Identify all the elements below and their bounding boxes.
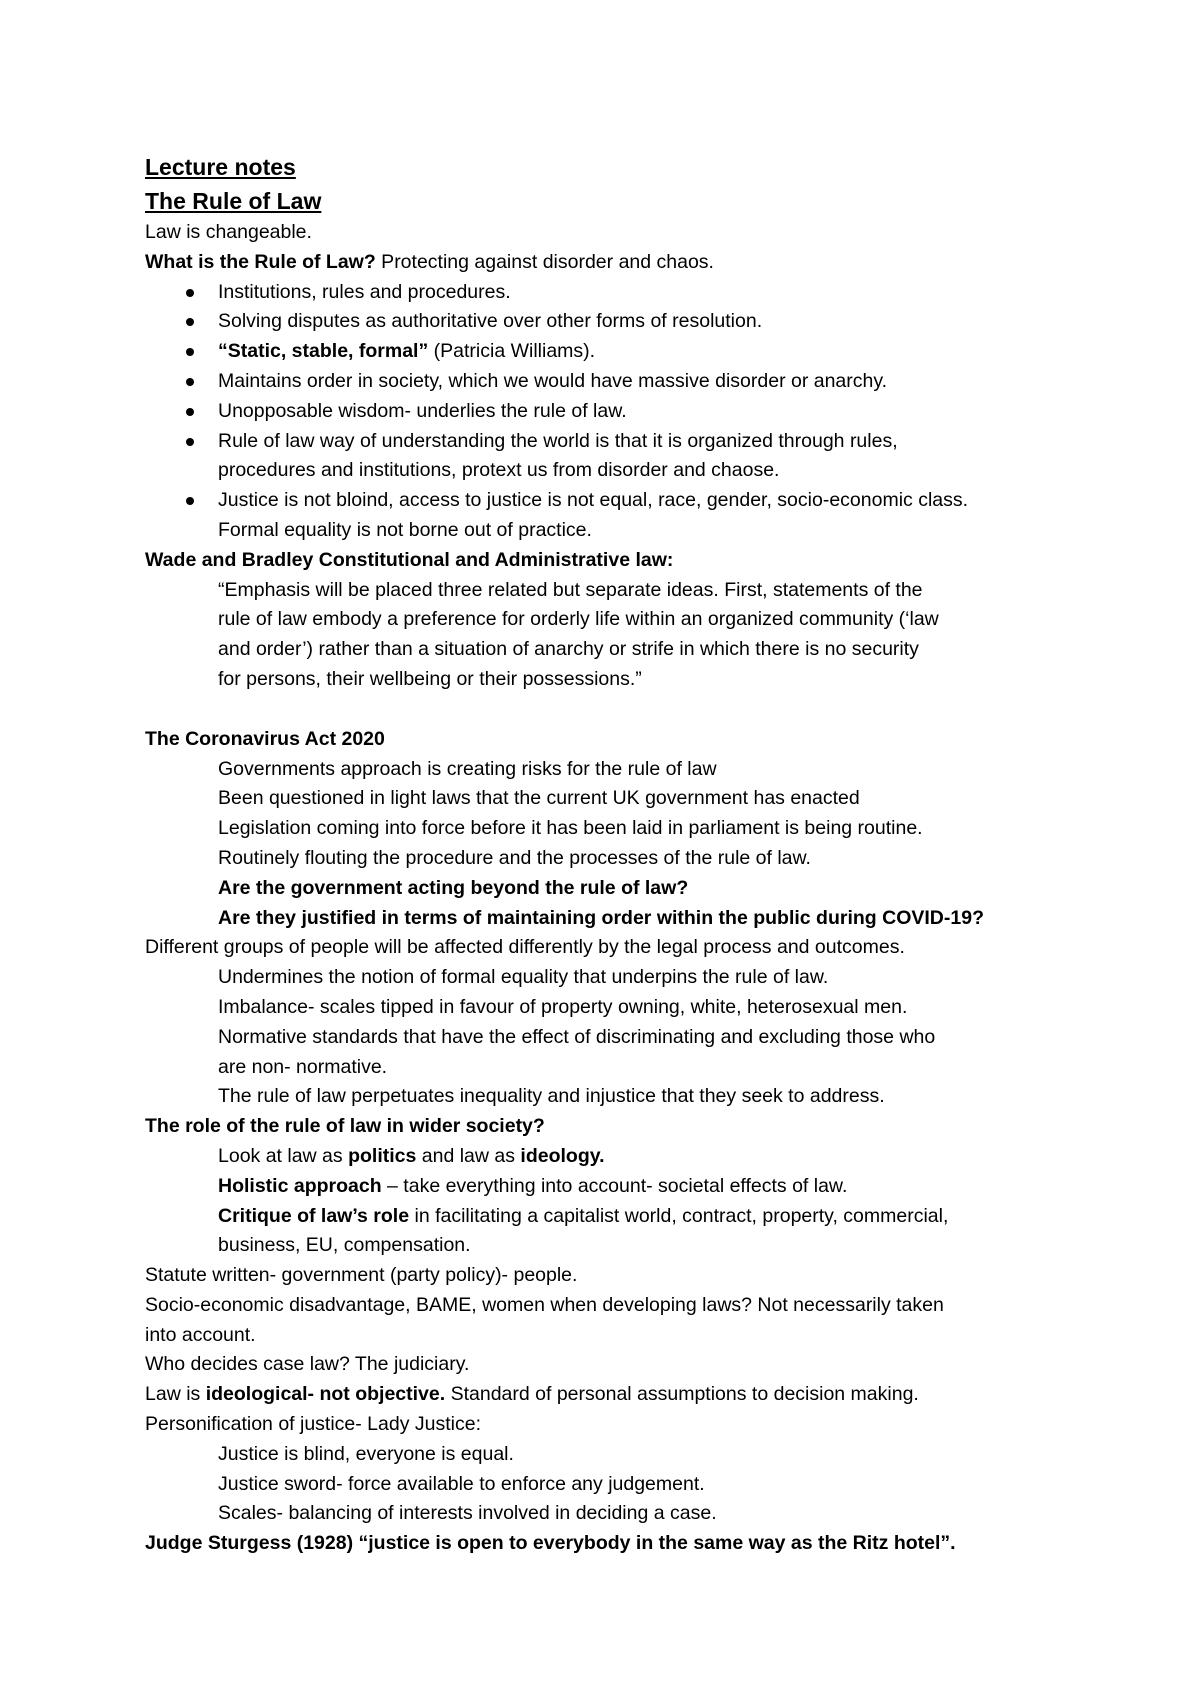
note-text-bold: Critique of law’s role — [218, 1204, 410, 1227]
note-line: Justice is blind, everyone is equal. — [218, 1442, 514, 1465]
socio-line-continued: into account. — [145, 1323, 256, 1346]
bullet-text: Rule of law way of understanding the world is that it is organized through rules, — [218, 429, 898, 452]
spacer — [145, 695, 1085, 725]
note-text-bold: ideological- not objective. — [205, 1383, 446, 1406]
ideological-line — [145, 1380, 1085, 1410]
note-text: Look at law as — [218, 1144, 349, 1167]
bullet-item — [145, 367, 1085, 397]
note-text-bold: Holistic approach — [218, 1174, 382, 1197]
lecture-notes-body — [145, 150, 1085, 1559]
note-line: Legislation coming into force before it has been laid in parliament is being routine. — [218, 817, 923, 840]
bullet-item — [145, 278, 1085, 308]
bullet-item — [145, 486, 1085, 546]
note-line — [145, 1142, 1085, 1172]
bullet-icon — [186, 497, 194, 505]
note-text: in facilitating a capitalist world, contract, property, commercial, — [409, 1204, 949, 1227]
bullet-item — [145, 307, 1085, 337]
bullet-text: Justice is not bloind, access to justice is not equal, race, gender, socio-economic class. — [218, 489, 969, 512]
note-line-continued: business, EU, compensation. — [218, 1234, 471, 1257]
bullet-text: Solving disputes as authoritative over other forms of resolution. — [218, 310, 763, 333]
bullet-text: (Patricia Williams). — [428, 340, 596, 363]
note-line: Imbalance- scales tipped in favour of property owning, white, heterosexual men. — [218, 995, 908, 1018]
note-text: Law is — [145, 1383, 206, 1406]
note-line — [145, 1172, 1085, 1202]
judge-sturgess-quote: Judge Sturgess (1928) “justice is open to everybody in the same way as the Ritz hotel”. — [145, 1532, 956, 1555]
heading-lecture-notes: Lecture notes — [145, 154, 296, 180]
bullet-icon — [186, 318, 194, 326]
question-line: Are the government acting beyond the rule of law? — [218, 876, 689, 899]
note-line-continued: are non- normative. — [218, 1055, 388, 1078]
what-is-line — [145, 248, 1085, 278]
bullet-text: Maintains order in society, which we would have massive disorder or anarchy. — [218, 369, 888, 392]
bullet-icon — [186, 408, 194, 416]
bullet-icon — [186, 438, 194, 446]
note-line — [145, 1202, 1085, 1232]
bullet-item — [145, 337, 1085, 367]
note-line: Scales- balancing of interests involved in deciding a case. — [218, 1502, 717, 1525]
what-is-question: What is the Rule of Law? — [145, 250, 376, 273]
note-text-bold: ideology. — [520, 1144, 605, 1167]
bullet-text: Institutions, rules and procedures. — [218, 280, 511, 303]
quote-line: and order’) rather than a situation of anarchy or strife in which there is no security — [218, 638, 919, 661]
note-line: The rule of law perpetuates inequality and injustice that they seek to address. — [218, 1085, 885, 1108]
bullet-text-continued: Formal equality is not borne out of practice. — [218, 518, 592, 541]
note-line: Routinely flouting the procedure and the processes of the rule of law. — [218, 846, 811, 869]
coronavirus-act-heading: The Coronavirus Act 2020 — [145, 727, 385, 750]
role-heading: The role of the rule of law in wider society? — [145, 1115, 545, 1138]
note-line: Undermines the notion of formal equality that underpins the rule of law. — [218, 966, 829, 989]
note-line: Normative standards that have the effect of discriminating and excluding those who — [218, 1025, 936, 1048]
bullet-icon — [186, 378, 194, 386]
note-line: Governments approach is creating risks for the rule of law — [218, 757, 717, 780]
socio-line: Socio-economic disadvantage, BAME, women when developing laws? Not necessarily taken — [145, 1293, 944, 1316]
bullet-text-bold: “Static, stable, formal” — [218, 340, 429, 363]
note-line: Justice sword- force available to enforce any judgement. — [218, 1472, 705, 1495]
bullet-item — [145, 427, 1085, 487]
what-is-answer: Protecting against disorder and chaos. — [375, 250, 714, 273]
groups-line: Different groups of people will be affected differently by the legal process and outcomes. — [145, 936, 905, 959]
bullet-icon — [186, 348, 194, 356]
bullet-text: Unopposable wisdom- underlies the rule of law. — [218, 399, 627, 422]
quote-line: “Emphasis will be placed three related but separate ideas. First, statements of the — [218, 578, 923, 601]
bullet-item — [145, 397, 1085, 427]
bullet-text-continued: procedures and institutions, protext us from disorder and chaose. — [218, 459, 780, 482]
statute-line: Statute written- government (party policy)- people. — [145, 1264, 578, 1287]
quote-line: rule of law embody a preference for orderly life within an organized community (‘law — [218, 608, 939, 631]
note-text: Standard of personal assumptions to decision making. — [445, 1383, 919, 1406]
wade-bradley-heading: Wade and Bradley Constitutional and Administrative law: — [145, 548, 674, 571]
intro-line: Law is changeable. — [145, 221, 312, 243]
personification-line: Personification of justice- Lady Justice: — [145, 1413, 481, 1436]
note-text: – take everything into account- societal effects of law. — [381, 1174, 848, 1197]
note-text-bold: politics — [348, 1144, 417, 1167]
question-line: Are they justified in terms of maintaining order within the public during COVID-19? — [218, 906, 984, 929]
quote-line: for persons, their wellbeing or their possessions.” — [218, 667, 642, 690]
note-text: and law as — [416, 1144, 521, 1167]
heading-rule-of-law: The Rule of Law — [145, 188, 322, 214]
note-line: Been questioned in light laws that the current UK government has enacted — [218, 787, 860, 810]
bullet-icon — [186, 289, 194, 297]
case-law-line: Who decides case law? The judiciary. — [145, 1353, 470, 1376]
